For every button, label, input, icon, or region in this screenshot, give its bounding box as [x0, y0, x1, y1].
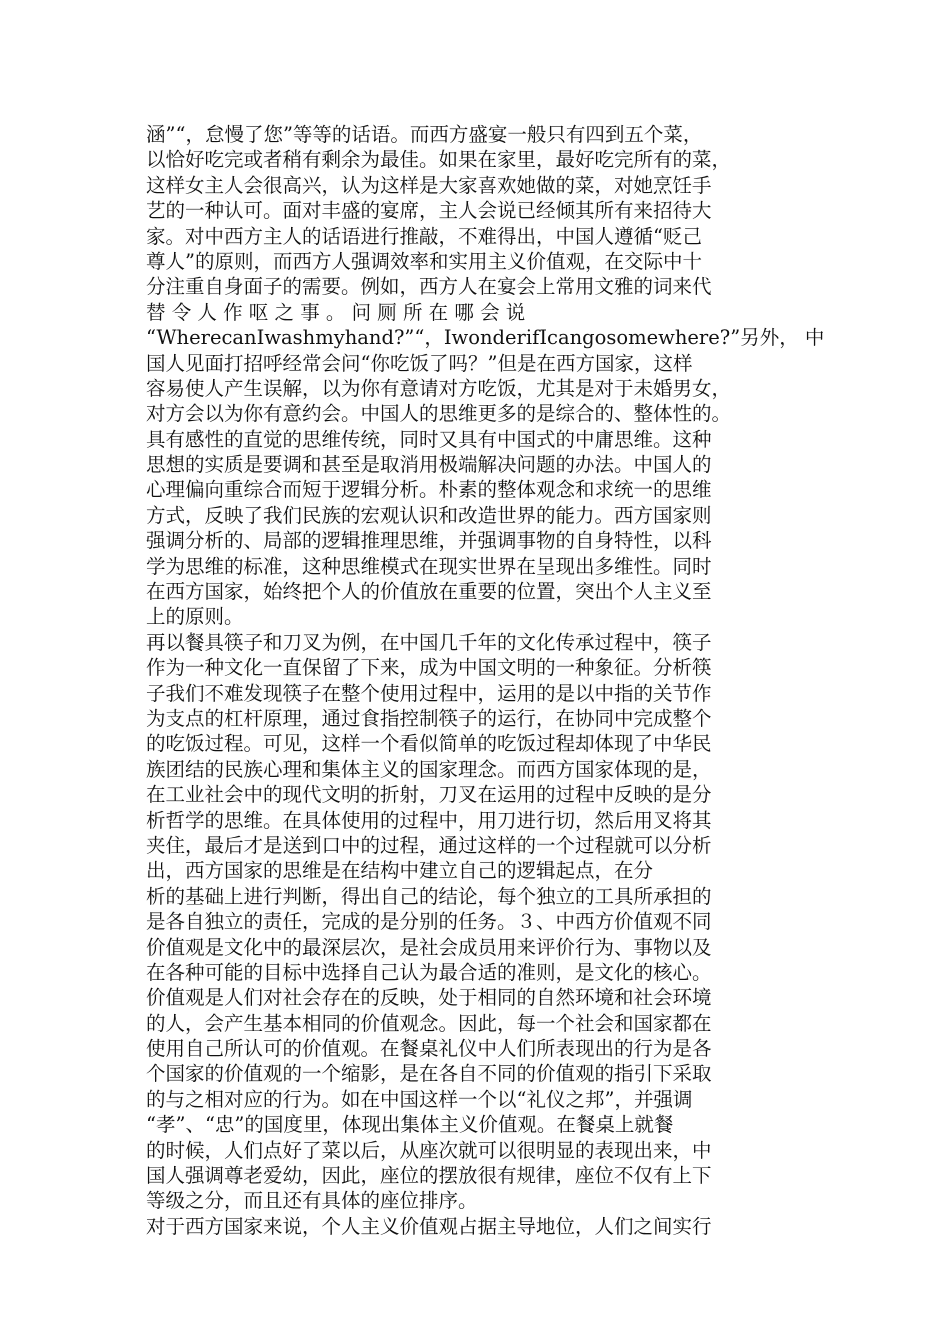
text-line: 的与之相对应的行为。如在中国这样一个以“礼仪之邦”，并强调 [146, 1087, 693, 1111]
text-line: 强调分析的、局部的逻辑推理思维，并强调事物的自身特性，以科 [146, 529, 712, 553]
text-line: 个国家的价值观的一个缩影，是在各自不同的价值观的指引下采取 [146, 1062, 712, 1086]
text-line: 学为思维的标准，这种思维模式在现实世界在呈现出多维性。同时 [146, 554, 712, 578]
text-line: 国人强调尊老爱幼，因此，座位的摆放很有规律，座位不仅有上下 [146, 1164, 712, 1188]
text-line: “WherecanIwashmyhand?”“，IwonderifIcangosomewhere?”另外， 中 [146, 326, 825, 350]
text-line: 在工业社会中的现代文明的折射，刀叉在运用的过程中反映的是分 [146, 783, 712, 807]
text-line: 尊人”的原则，而西方人强调效率和实用主义价值观，在交际中十 [146, 249, 702, 273]
text-line: 涵”“，怠慢了您”等等的话语。而西方盛宴一般只有四到五个菜， [146, 123, 703, 146]
text-line: 对方会以为你有意约会。中国人的思维更多的是综合的、整体性的。 [146, 402, 732, 426]
text-line: 作为一种文化一直保留了下来，成为中国文明的一种象征。分析筷 [146, 656, 712, 680]
text-line: 价值观是人们对社会存在的反映，处于相同的自然环境和社会环境 [146, 986, 712, 1010]
text-line: 夹住，最后才是送到口中的过程，通过这样的一个过程就可以分析 [146, 833, 712, 857]
text-line: 价值观是文化中的最深层次，是社会成员用来评价行为、事物以及 [146, 935, 712, 959]
text-line: 艺的一种认可。面对丰盛的宴席，主人会说已经倾其所有来招待大 [146, 199, 712, 223]
text-line: 在西方国家，始终把个人的价值放在重要的位置，突出个人主义至 [146, 580, 712, 604]
text-line: 析哲学的思维。在具体使用的过程中，用刀进行切，然后用叉将其 [146, 808, 712, 832]
text-line: 容易使人产生误解，以为你有意请对方吃饭，尤其是对于未婚男女， [146, 376, 732, 400]
text-line: 族团结的民族心理和集体主义的国家理念。而西方国家体现的是， [146, 757, 712, 781]
text-line: 以恰好吃完或者稍有剩余为最佳。如果在家里，最好吃完所有的菜， [146, 148, 732, 172]
text-line: 思想的实质是要调和甚至是取消用极端解决问题的办法。中国人的 [146, 453, 712, 477]
text-line: 具有感性的直觉的思维传统，同时又具有中国式的中庸思维。这种 [146, 427, 712, 451]
text-line: 替 令 人 作 呕 之 事 。 问 厕 所 在 哪 会 说 [146, 300, 526, 324]
text-line: 的人，会产生基本相同的价值观念。因此，每一个社会和国家都在 [146, 1011, 712, 1035]
text-line: 等级之分，而且还有具体的座位排序。 [146, 1189, 478, 1213]
text-line: 为支点的杠杆原理，通过食指控制筷子的运行，在协同中完成整个 [146, 706, 712, 730]
text-line: 方式，反映了我们民族的宏观认识和改造世界的能力。西方国家则 [146, 503, 712, 527]
text-line: 的吃饭过程。可见，这样一个看似简单的吃饭过程却体现了中华民 [146, 732, 712, 756]
text-line: 出，西方国家的思维是在结构中建立自己的逻辑起点，在分 [146, 859, 654, 883]
text-line: 这样女主人会很高兴，认为这样是大家喜欢她做的菜，对她烹饪手 [146, 173, 712, 197]
text-line: “孝”、“忠”的国度里，体现出集体主义价值观。在餐桌上就餐 [146, 1113, 674, 1137]
text-line: 分注重自身面子的需要。例如，西方人在宴会上常用文雅的词来代 [146, 275, 712, 299]
text-line: 上的原则。 [146, 605, 244, 629]
text-line: 再以餐具筷子和刀叉为例，在中国几千年的文化传承过程中，筷子 [146, 630, 712, 654]
text-line: 国人见面打招呼经常会问“你吃饭了吗？”但是在西方国家，这样 [146, 351, 693, 375]
text-line: 家。对中西方主人的话语进行推敲，不难得出，中国人遵循“贬己 [146, 224, 702, 248]
text-line: 心理偏向重综合而短于逻辑分析。朴素的整体观念和求统一的思维 [146, 478, 712, 502]
text-line: 析的基础上进行判断，得出自己的结论，每个独立的工具所承担的 [146, 884, 712, 908]
text-line: 使用自己所认可的价值观。在餐桌礼仪中人们所表现出的行为是各 [146, 1037, 712, 1061]
text-line: 是各自独立的责任，完成的是分别的任务。３、中西方价值观不同 [146, 910, 712, 934]
text-line: 对于西方国家来说，个人主义价值观占据主导地位，人们之间实行 [146, 1214, 712, 1238]
text-line: 的时候，人们点好了菜以后，从座次就可以很明显的表现出来，中 [146, 1138, 712, 1162]
text-line: 子我们不难发现筷子在整个使用过程中，运用的是以中指的关节作 [146, 681, 712, 705]
document-body [146, 122, 825, 1239]
text-line: 在各种可能的目标中选择自己认为最合适的准则，是文化的核心。 [146, 960, 712, 984]
